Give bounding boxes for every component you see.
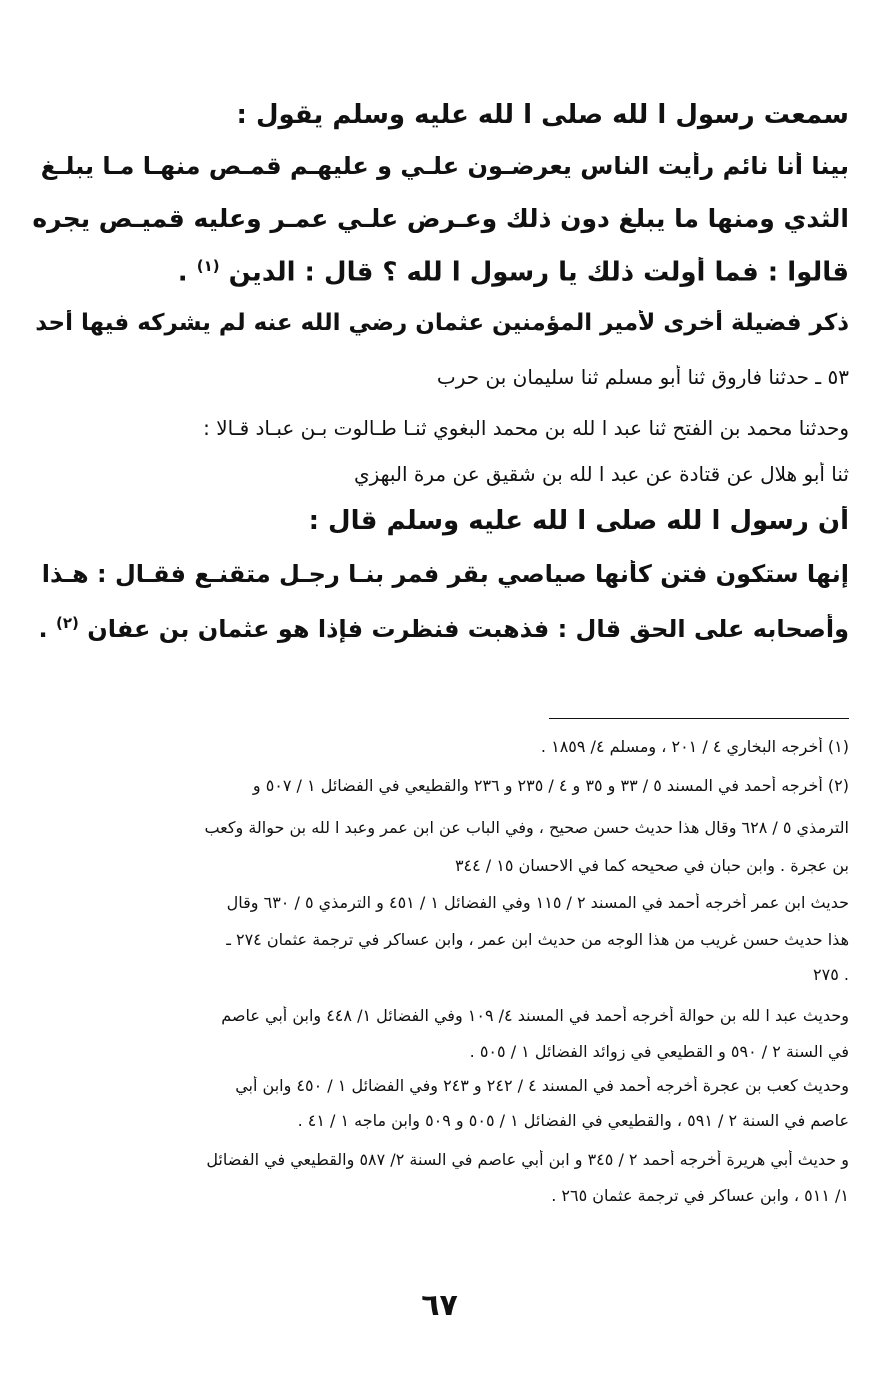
footnote-separator: [549, 718, 849, 719]
footnote-line-10: وحديث كعب بن عجرة أخرجه أحمد في المسند ٤ / ٢٤٢ و ٢٤٣ وفي الفضائل ١ / ٤٥٠ وابن أبي: [235, 1076, 849, 1095]
hadith-line-3-end: .: [38, 615, 48, 643]
isnad-line-2: وحدثنا محمد بن الفتح ثنا عبد ا لله بن محمد البغوي ثنـا طـالوت بـن عبـاد قـالا :: [203, 416, 849, 440]
book-page: [30, 0, 849, 1384]
hadith-line-3: [30, 614, 849, 644]
footnote-line-6: هذا حديث حسن غريب من هذا الوجه من حديث ابن عمر ، وابن عساكر في ترجمة عثمان ٢٧٤ ـ: [226, 930, 849, 949]
footnote-line-3: الترمذي ٥ / ٦٢٨ وقال هذا حديث حسن صحيح ، وفي الباب عن ابن عمر وعبد ا لله بن حوالة وكعب: [204, 818, 849, 837]
hadith-line-2: إنها ستكون فتن كأنها صياصي بقر فمر بنـا رجـل متقنـع فقـال : هـذا: [41, 560, 849, 588]
footnote-line-11: عاصم في السنة ٢ / ٥٩١ ، والقطيعي في الفضائل ١ / ٥٠٥ و ٥٠٩ وابن ماجه ١ / ٤١ .: [297, 1111, 849, 1130]
footnote-line-9: في السنة ٢ / ٥٩٠ و القطيعي في زوائد الفضائل ١ / ٥٠٥ .: [469, 1042, 849, 1061]
body-line-4: [30, 257, 849, 289]
body-line-4-text: قالوا : فما أولت ذلك يا رسول ا لله ؟ قال : الدين: [228, 257, 849, 288]
footnote-line-13: ١/ ٥١١ ، وابن عساكر في ترجمة عثمان ٢٦٥ .: [551, 1186, 849, 1205]
footnote-line-7: . ٢٧٥: [813, 965, 849, 984]
body-line-2: بينا أنا نائم رأيت الناس يعرضـون علـي و عليهـم قمـص منهـا مـا يبلـغ: [40, 152, 849, 180]
hadith-line-1: أن رسول ا لله صلى ا لله عليه وسلم قال :: [308, 506, 849, 536]
body-line-1: سمعت رسول ا لله صلى ا لله عليه وسلم يقول :: [236, 100, 849, 130]
footnote-line-12: و حديث أبي هريرة أخرجه أحمد ٢ / ٣٤٥ و ابن أبي عاصم في السنة ٢/ ٥٨٧ والقطيعي في الفضائل: [206, 1150, 849, 1169]
footnote-marker-1: (١): [196, 257, 220, 275]
section-title: ذكر فضيلة أخرى لأمير المؤمنين عثمان رضي الله عنه لم يشركه فيها أحد: [35, 310, 849, 336]
footnote-line-1: (١) أخرجه البخاري ٤ / ٢٠١ ، ومسلم ٤/ ١٨٥٩ .: [540, 737, 849, 756]
page-number: ٦٧: [421, 1288, 458, 1323]
footnote-line-8: وحديث عبد ا لله بن حوالة أخرجه أحمد في المسند ٤/ ١٠٩ وفي الفضائل ١/ ٤٤٨ وابن أبي عاصم: [221, 1006, 849, 1025]
body-line-4-end: .: [177, 257, 188, 288]
footnote-marker-2: (٢): [55, 614, 79, 632]
footnote-line-5: حديث ابن عمر أخرجه أحمد في المسند ٢ / ١١٥ وفي الفضائل ١ / ٤٥١ و الترمذي ٥ / ٦٣٠ وقال: [226, 893, 849, 912]
hadith-line-3-text: وأصحابه على الحق قال : فذهبت فنظرت فإذا هو عثمان بن عفان: [87, 615, 849, 643]
isnad-line-1: ٥٣ ـ حدثنا فاروق ثنا أبو مسلم ثنا سليمان بن حرب: [436, 365, 849, 389]
footnote-line-2: (٢) أخرجه أحمد في المسند ٥ / ٣٣ و ٣٥ و ٤ / ٢٣٥ و ٢٣٦ والقطيعي في الفضائل ١ / ٥٠٧ و: [252, 776, 849, 795]
footnote-line-4: بن عجرة . وابن حبان في صحيحه كما في الاحسان ١٥ / ٣٤٤: [454, 856, 849, 875]
isnad-line-3: ثنا أبو هلال عن قتادة عن عبد ا لله بن شقيق عن مرة البهزي: [353, 462, 849, 486]
body-line-3: الثدي ومنها ما يبلغ دون ذلك وعـرض علـي عمـر وعليه قميـص يجره: [32, 204, 849, 233]
